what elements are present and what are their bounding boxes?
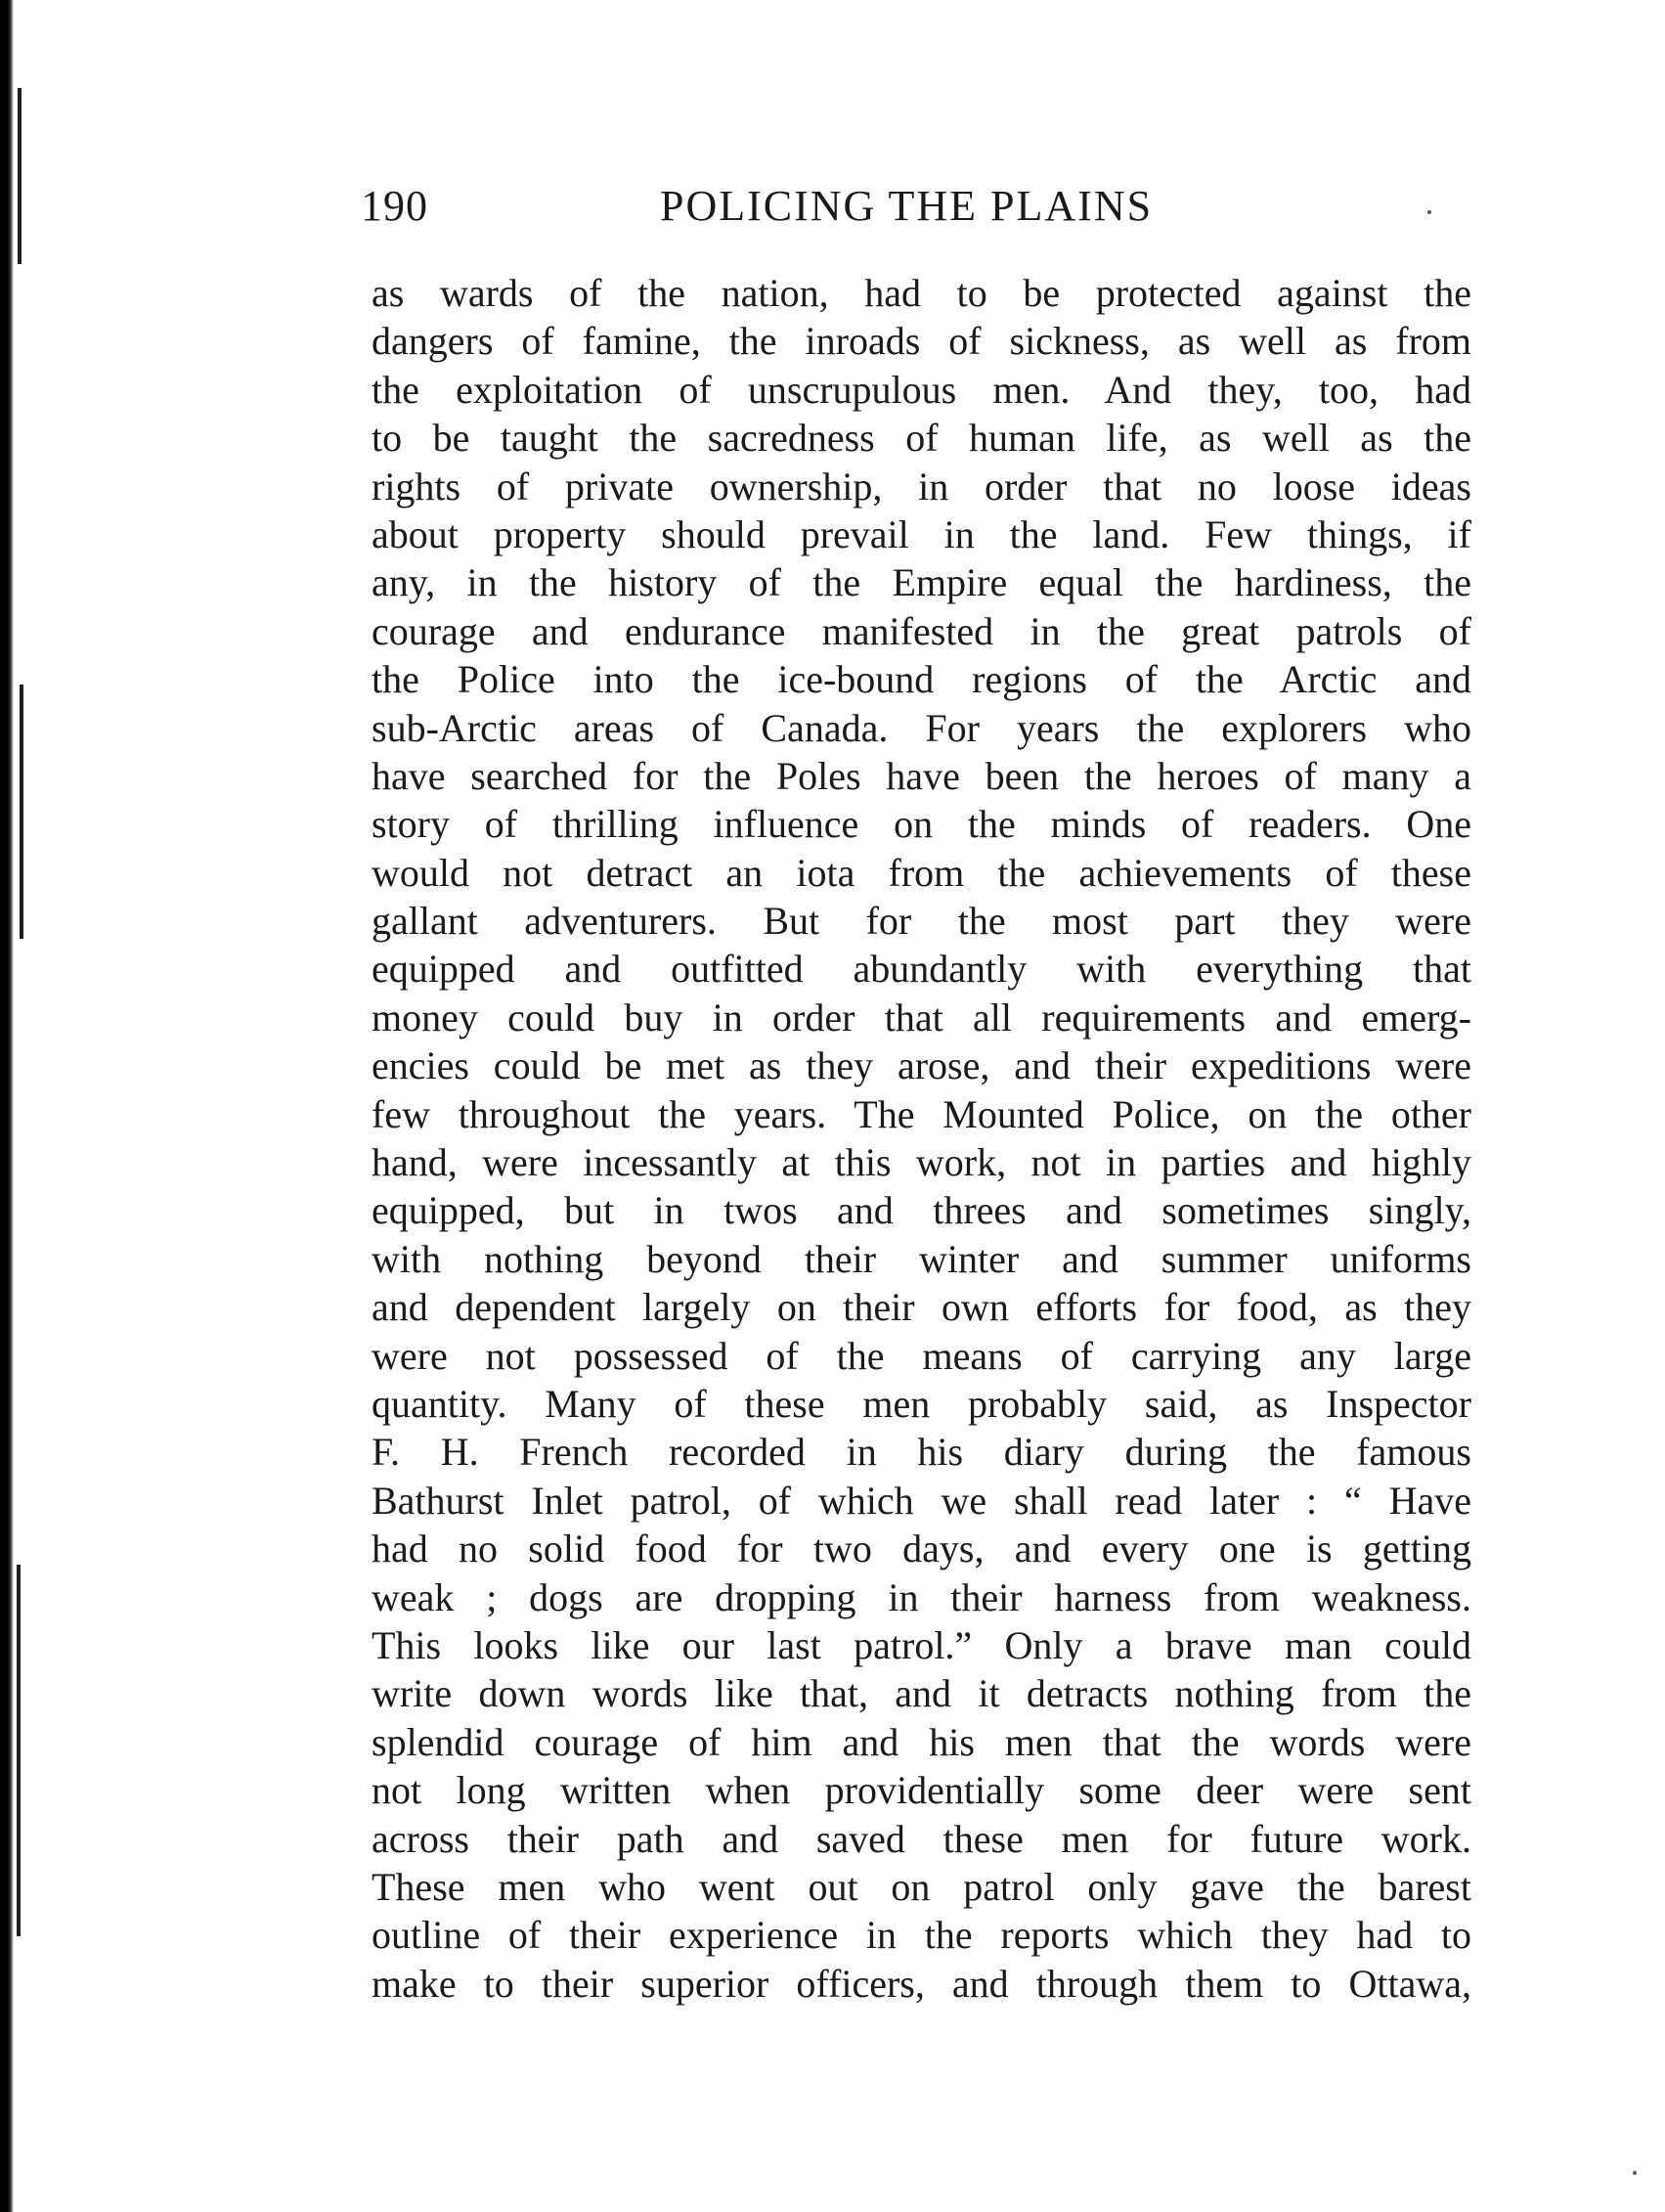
text-line: equipped, but in twos and threes and sometimes singly, <box>372 1188 1471 1233</box>
body-text <box>372 269 1471 2008</box>
scan-speck <box>1427 210 1431 214</box>
text-line: encies could be met as they arose, and their expeditions were <box>372 1043 1471 1088</box>
text-line: have searched for the Poles have been the heroes of many a <box>372 753 1471 798</box>
binding-edge-mark <box>20 685 23 939</box>
text-line: few throughout the years. The Mounted Police, on the other <box>372 1091 1471 1136</box>
text-line: any, in the history of the Empire equal the hardiness, the <box>372 560 1471 605</box>
binding-edge-shadow <box>0 0 14 2212</box>
text-line: dangers of famine, the inroads of sickness, as well as from <box>372 319 1471 364</box>
text-line: with nothing beyond their winter and summer uniforms <box>372 1236 1471 1281</box>
text-line: These men who went out on patrol only gave the barest <box>372 1864 1471 1909</box>
scan-speck <box>1633 2171 1637 2175</box>
text-line: as wards of the nation, had to be protected against the <box>372 271 1471 315</box>
text-line: write down words like that, and it detracts nothing from the <box>372 1671 1471 1716</box>
text-line: make to their superior officers, and through them to Ottawa, <box>372 1961 1471 2006</box>
text-line: would not detract an iota from the achievements of these <box>372 850 1471 895</box>
text-line: the exploitation of unscrupulous men. And they, too, had <box>372 367 1471 412</box>
text-line: rights of private ownership, in order that no loose ideas <box>372 464 1471 509</box>
text-line: weak ; dogs are dropping in their harness from weakness. <box>372 1574 1471 1619</box>
text-line: money could buy in order that all requirements and emerg- <box>372 995 1471 1040</box>
text-line: This looks like our last patrol.” Only a brave man could <box>372 1622 1471 1667</box>
binding-edge-mark <box>17 1565 21 1936</box>
text-line: courage and endurance manifested in the great patrols of <box>372 608 1471 653</box>
text-line: were not possessed of the means of carrying any large <box>372 1333 1471 1378</box>
text-line: quantity. Many of these men probably said, as Inspector <box>372 1381 1471 1426</box>
text-line: and dependent largely on their own efforts for food, as they <box>372 1285 1471 1330</box>
text-line: not long written when providentially some deer were sent <box>372 1768 1471 1813</box>
text-line: about property should prevail in the land. Few things, if <box>372 511 1471 556</box>
text-line: across their path and saved these men for future work. <box>372 1816 1471 1861</box>
text-line: to be taught the sacredness of human life, as well as the <box>372 416 1471 461</box>
text-line: hand, were incessantly at this work, not in parties and highly <box>372 1140 1471 1185</box>
text-line: sub-Arctic areas of Canada. For years the explorers who <box>372 705 1471 750</box>
text-line: F. H. French recorded in his diary during the famous <box>372 1430 1471 1475</box>
page-number: 190 <box>361 182 428 230</box>
running-head <box>0 181 1665 240</box>
text-line: splendid courage of him and his men that the words were <box>372 1719 1471 1764</box>
text-line: the Police into the ice-bound regions of the Arctic and <box>372 657 1471 702</box>
text-line: equipped and outfitted abundantly with everything that <box>372 947 1471 992</box>
text-line: gallant adventurers. But for the most part they were <box>372 899 1471 944</box>
text-line: had no solid food for two days, and every one is getting <box>372 1526 1471 1571</box>
text-line: Bathurst Inlet patrol, of which we shall read later : “ Have <box>372 1478 1471 1523</box>
text-line: outline of their experience in the reports which they had to <box>372 1913 1471 1958</box>
text-line: story of thrilling influence on the minds of readers. One <box>372 802 1471 847</box>
running-title: POLICING THE PLAINS <box>660 182 1154 230</box>
